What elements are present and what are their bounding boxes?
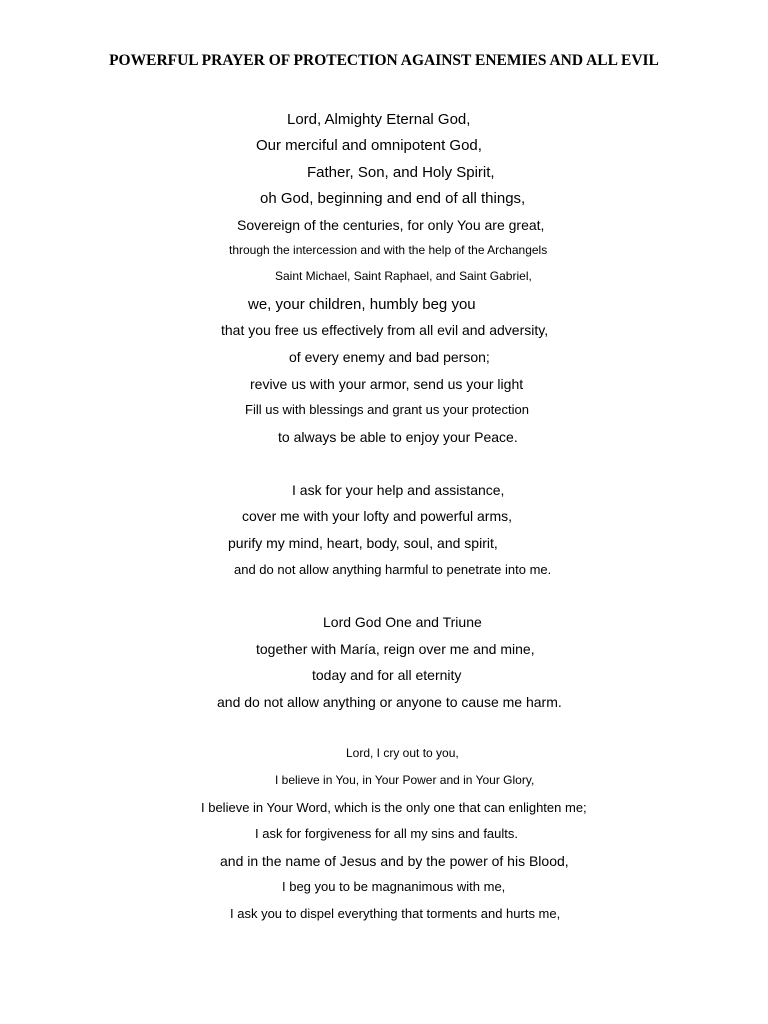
prayer-line: oh God, beginning and end of all things,	[260, 190, 526, 207]
prayer-line: cover me with your lofty and powerful arms,	[242, 508, 512, 524]
prayer-line: revive us with your armor, send us your light	[250, 376, 524, 392]
prayer-line: I believe in You, in Your Power and in Your Glory,	[275, 773, 535, 787]
prayer-line: I believe in Your Word, which is the only one that can enlighten me;	[201, 800, 587, 815]
prayer-line: I ask for forgiveness for all my sins and faults.	[255, 826, 518, 841]
prayer-line: we, your children, humbly beg you	[248, 296, 476, 313]
prayer-line: of every enemy and bad person;	[289, 349, 490, 365]
prayer-line: Father, Son, and Holy Spirit,	[307, 164, 495, 181]
prayer-line: to always be able to enjoy your Peace.	[278, 429, 518, 445]
prayer-line: today and for all eternity	[312, 667, 462, 683]
prayer-line: Our merciful and omnipotent God,	[256, 137, 482, 154]
prayer-line: Lord God One and Triune	[323, 614, 482, 630]
prayer-line: I beg you to be magnanimous with me,	[282, 879, 506, 894]
prayer-line: and do not allow anything or anyone to cause me harm.	[217, 694, 562, 710]
prayer-line: that you free us effectively from all evil and adversity,	[221, 322, 549, 338]
prayer-line: Saint Michael, Saint Raphael, and Saint Gabriel,	[275, 269, 532, 283]
prayer-line: Lord, Almighty Eternal God,	[287, 111, 471, 128]
prayer-line: and in the name of Jesus and by the power of his Blood,	[220, 853, 569, 869]
document-title: POWERFUL PRAYER OF PROTECTION AGAINST ENEMIES AND ALL EVIL	[109, 52, 659, 69]
prayer-line: Fill us with blessings and grant us your protection	[245, 402, 529, 417]
prayer-line: through the intercession and with the help of the Archangels	[229, 243, 548, 257]
prayer-line: together with María, reign over me and mine,	[256, 641, 535, 657]
prayer-line: I ask for your help and assistance,	[292, 482, 505, 498]
prayer-line: Lord, I cry out to you,	[346, 746, 459, 760]
prayer-line: I ask you to dispel everything that torments and hurts me,	[230, 906, 561, 921]
prayer-line: purify my mind, heart, body, soul, and spirit,	[228, 535, 498, 551]
prayer-line: and do not allow anything harmful to penetrate into me.	[234, 562, 552, 577]
prayer-line: Sovereign of the centuries, for only You are great,	[237, 217, 545, 233]
